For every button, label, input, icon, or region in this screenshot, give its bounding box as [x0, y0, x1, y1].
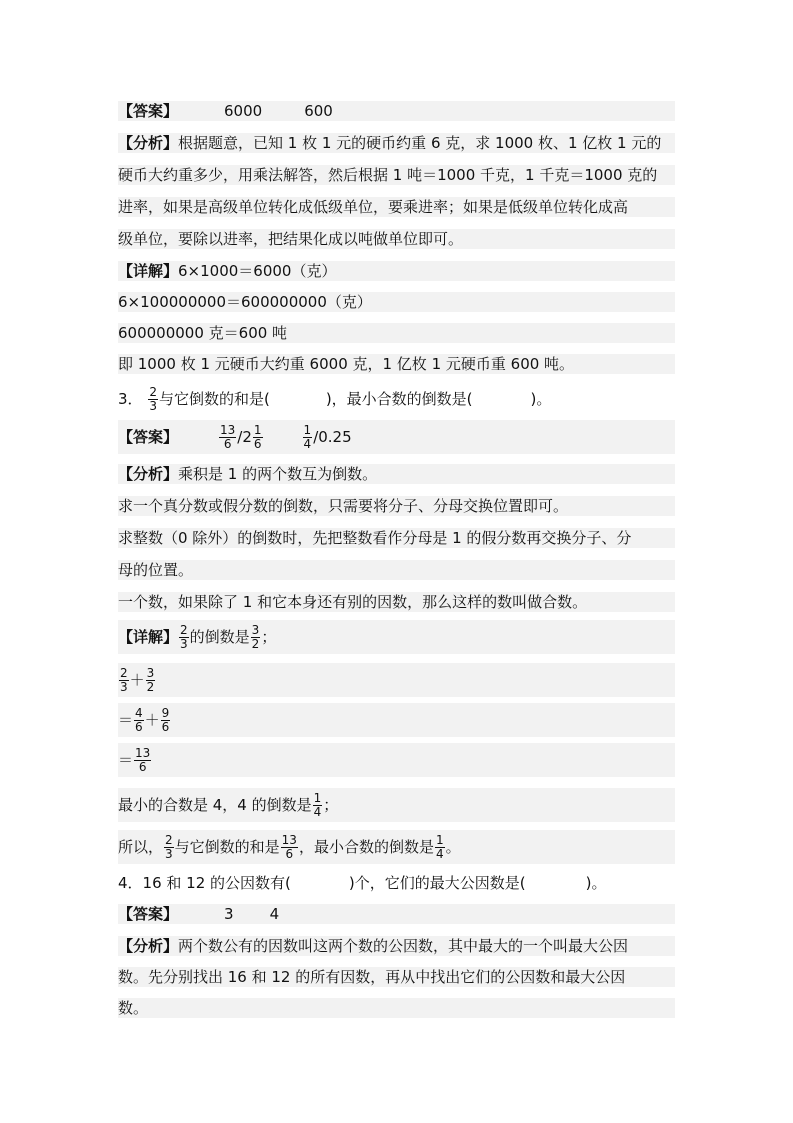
answer-tag: 【答案】: [118, 428, 179, 446]
plus-sign: ＋: [129, 671, 145, 689]
detail-text: 600000000 克＝600 吨: [118, 323, 675, 343]
fraction: $\frac{2}{3}$: [149, 386, 157, 412]
detail-text: 。: [445, 838, 461, 856]
q3-analysis-line: [118, 464, 675, 484]
fraction: $\frac{1}{6}$: [253, 423, 262, 451]
detail-text: 最小的合数是 4，4 的倒数是: [118, 796, 312, 814]
analysis-text: 根据题意，已知 1 枚 1 元的硬币约重 6 克，求 1000 枚、1 亿枚 1 元的: [178, 134, 662, 152]
question-text: 与它倒数的和是(: [158, 390, 270, 408]
answer-value: 4: [269, 905, 280, 923]
answer-tag: 【答案】: [118, 905, 179, 923]
question-text: )，最小合数的倒数是(: [325, 390, 473, 408]
question-text: )。: [530, 390, 552, 408]
detail-text: ，最小合数的倒数是: [298, 838, 434, 856]
detail-text: 的倒数是: [189, 628, 250, 646]
q4-analysis-line: [118, 936, 675, 956]
answer-value: /2: [237, 428, 252, 446]
answer-value: 3: [224, 905, 234, 923]
detail-tag: 【详解】: [118, 628, 179, 646]
analysis-text: 母的位置。: [118, 560, 675, 580]
analysis-tag: 【分析】: [118, 937, 179, 955]
question-text: 4．16 和 12 的公因数有(: [118, 874, 291, 892]
calc-line: ＝ $\frac{4}{6}$ ＋ $\frac{9}{6}$: [118, 703, 675, 737]
q4-answer-line: [118, 904, 675, 924]
answer-value: /0.25: [313, 428, 352, 446]
q2-analysis-line: [118, 133, 675, 153]
answer-value: 6000: [224, 102, 263, 120]
q2-answer-line: [118, 101, 675, 121]
fraction: $\frac{3}{2}$: [251, 623, 260, 651]
detail-text: 6×1000＝6000（克）: [178, 262, 337, 280]
detail-text: ；: [261, 628, 277, 646]
detail-text: 6×100000000＝600000000（克）: [118, 292, 675, 312]
analysis-text: 级单位，要除以进率，把结果化成以吨做单位即可。: [118, 229, 675, 249]
analysis-text: 求整数（0 除外）的倒数时，先把整数看作分母是 1 的假分数再交换分子、分: [118, 528, 675, 548]
fraction: $\frac{2}{3}$: [180, 623, 188, 651]
equals-sign: ＝: [118, 751, 134, 769]
analysis-text: 乘积是 1 的两个数互为倒数。: [178, 465, 378, 483]
detail-text: 与它倒数的和是: [174, 838, 280, 856]
calc-line: ＝ $\frac{13}{6}$: [118, 743, 675, 777]
conclusion-line: 所以， $\frac{2}{3}$ 与它倒数的和是 $\frac{13}{6}$ ，最小合数的倒数是 $\frac{1}{4}$ 。: [118, 830, 675, 864]
detail-text: 所以，: [118, 838, 164, 856]
fraction: $\frac{1}{4}$: [303, 423, 312, 451]
analysis-text: 硬币大约重多少，用乘法解答，然后根据 1 吨＝1000 千克，1 千克＝1000 克的: [118, 165, 675, 185]
q3-question: [118, 386, 675, 412]
analysis-tag: 【分析】: [118, 134, 179, 152]
answer-value: 600: [304, 102, 333, 120]
equals-sign: ＝: [118, 711, 134, 729]
detail-tag: 【详解】: [118, 262, 179, 280]
analysis-tag: 【分析】: [118, 465, 179, 483]
detail-text: 即 1000 枚 1 元硬币大约重 6000 克，1 亿枚 1 元硬币重 600 吨。: [118, 354, 675, 374]
detail-text: ；: [323, 796, 339, 814]
q3-answer-line: [118, 420, 675, 454]
analysis-text: 数。先分别找出 16 和 12 的所有因数，再从中找出它们的公因数和最大公因: [118, 967, 675, 987]
q4-question: [118, 873, 675, 893]
q3-detail-line: [118, 620, 675, 654]
plus-sign: ＋: [144, 711, 160, 729]
min-composite-line: 最小的合数是 4，4 的倒数是 $\frac{1}{4}$ ；: [118, 788, 675, 822]
analysis-text: 数。: [118, 998, 675, 1018]
q2-detail-line: [118, 261, 675, 281]
fraction: $\frac{13}{6}$: [220, 423, 236, 451]
analysis-text: 一个数，如果除了 1 和它本身还有别的因数，那么这样的数叫做合数。: [118, 592, 675, 612]
analysis-text: 求一个真分数或假分数的倒数，只需要将分子、分母交换位置即可。: [118, 496, 675, 516]
analysis-text: 进率，如果是高级单位转化成低级单位，要乘进率；如果是低级单位转化成高: [118, 197, 675, 217]
answer-tag: 【答案】: [118, 102, 179, 120]
question-number: 3．: [118, 390, 143, 408]
question-text: )个，它们的最大公因数是(: [348, 874, 526, 892]
calc-line: $\frac{2}{3}$ ＋ $\frac{3}{2}$: [118, 663, 675, 697]
analysis-text: 两个数公有的因数叫这两个数的公因数，其中最大的一个叫最大公因: [178, 937, 629, 955]
question-text: )。: [585, 874, 607, 892]
